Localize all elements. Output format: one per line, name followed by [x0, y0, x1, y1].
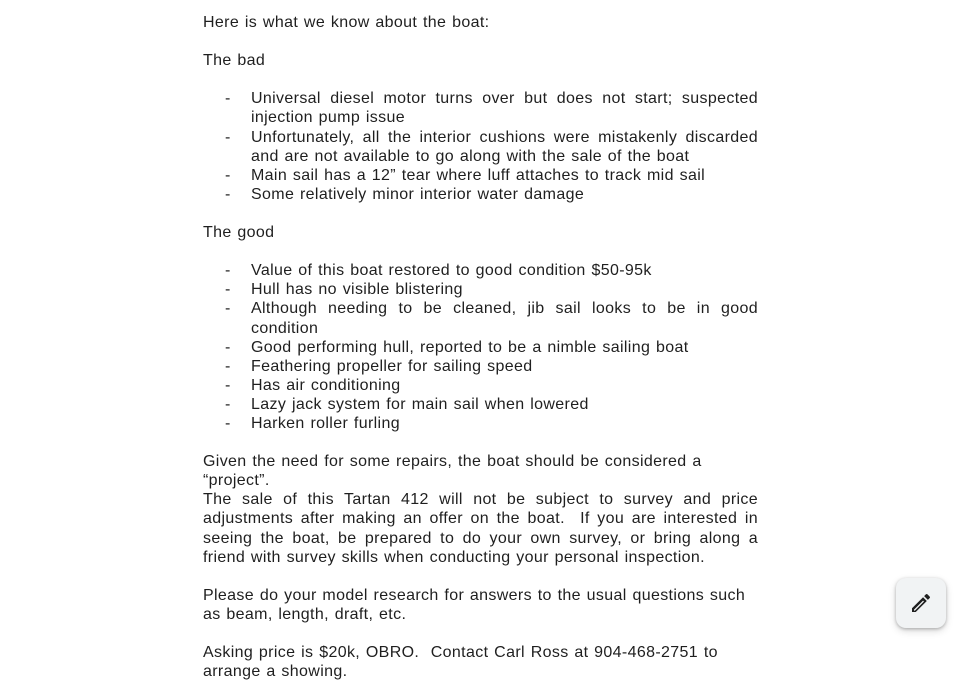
bullet-dash: -: [225, 128, 231, 146]
list-item-text: Value of this boat restored to good condition $50-95k: [251, 262, 652, 280]
list-item: [203, 338, 758, 357]
list-item-text: Unfortunately, all the interior cushions were mistakenly discarded and are not available to go along with the sale of the boat: [251, 128, 758, 165]
list-item-text: Although needing to be cleaned, jib sail looks to be in good condition: [251, 300, 758, 337]
document-body: [203, 13, 764, 681]
list-item-text: Lazy jack system for main sail when lowered: [251, 395, 589, 413]
list-item: [203, 376, 758, 395]
bullet-dash: -: [225, 300, 231, 318]
asking-price-paragraph: Asking price is $20k, OBRO. Contact Carl Ross at 904-468-2751 to arrange a showing.: [203, 644, 724, 681]
bullet-dash: -: [225, 262, 231, 280]
list-item: [203, 128, 758, 166]
bullet-dash: -: [225, 338, 231, 356]
bullet-dash: -: [225, 166, 231, 184]
bullet-dash: -: [225, 90, 231, 108]
list-item: [203, 357, 758, 376]
spacer: [203, 242, 758, 261]
spacer: [203, 567, 758, 586]
good-heading: The good: [203, 224, 275, 242]
survey-paragraph: The sale of this Tartan 412 will not be subject to survey and price adjustments after making an offer on the boat. If you are interested in seeing the boat, be prepared to do your own survey, or bring along a friend with survey skills when conducting your personal inspection.: [203, 491, 764, 566]
list-item: [203, 395, 758, 414]
list-item-text: Has air conditioning: [251, 376, 401, 394]
research-paragraph: Please do your model research for answers to the usual questions such as beam, length, draft, etc.: [203, 586, 751, 623]
list-item-text: Some relatively minor interior water damage: [251, 185, 585, 203]
bad-heading: The bad: [203, 52, 266, 70]
good-list: [203, 261, 758, 433]
bullet-dash: -: [225, 395, 231, 413]
list-item: [203, 280, 758, 299]
intro-text: Here is what we know about the boat:: [203, 14, 490, 31]
spacer: [203, 32, 758, 51]
list-item: [203, 166, 758, 185]
bullet-dash: -: [225, 414, 231, 432]
list-item-text: Hull has no visible blistering: [251, 281, 463, 299]
edit-button[interactable]: [896, 578, 946, 628]
pencil-icon: [909, 591, 933, 615]
bullet-dash: -: [225, 281, 231, 299]
list-item: [203, 89, 758, 127]
list-item: [203, 261, 758, 280]
project-paragraph: Given the need for some repairs, the boat should be considered a “project”.: [203, 453, 708, 490]
list-item-text: Good performing hull, reported to be a nimble sailing boat: [251, 338, 689, 356]
list-item-text: Feathering propeller for sailing speed: [251, 357, 533, 375]
bullet-dash: -: [225, 185, 231, 203]
spacer: [203, 204, 758, 223]
list-item: [203, 414, 758, 433]
spacer: [203, 433, 758, 452]
bullet-dash: -: [225, 376, 231, 394]
list-item-text: Universal diesel motor turns over but does not start; suspected injection pump issue: [251, 90, 758, 127]
bullet-dash: -: [225, 357, 231, 375]
bad-list: [203, 89, 758, 204]
list-item: [203, 185, 758, 204]
list-item-text: Main sail has a 12” tear where luff attaches to track mid sail: [251, 166, 706, 184]
spacer: [203, 624, 758, 643]
spacer: [203, 70, 758, 89]
list-item: [203, 299, 758, 337]
list-item-text: Harken roller furling: [251, 414, 400, 432]
